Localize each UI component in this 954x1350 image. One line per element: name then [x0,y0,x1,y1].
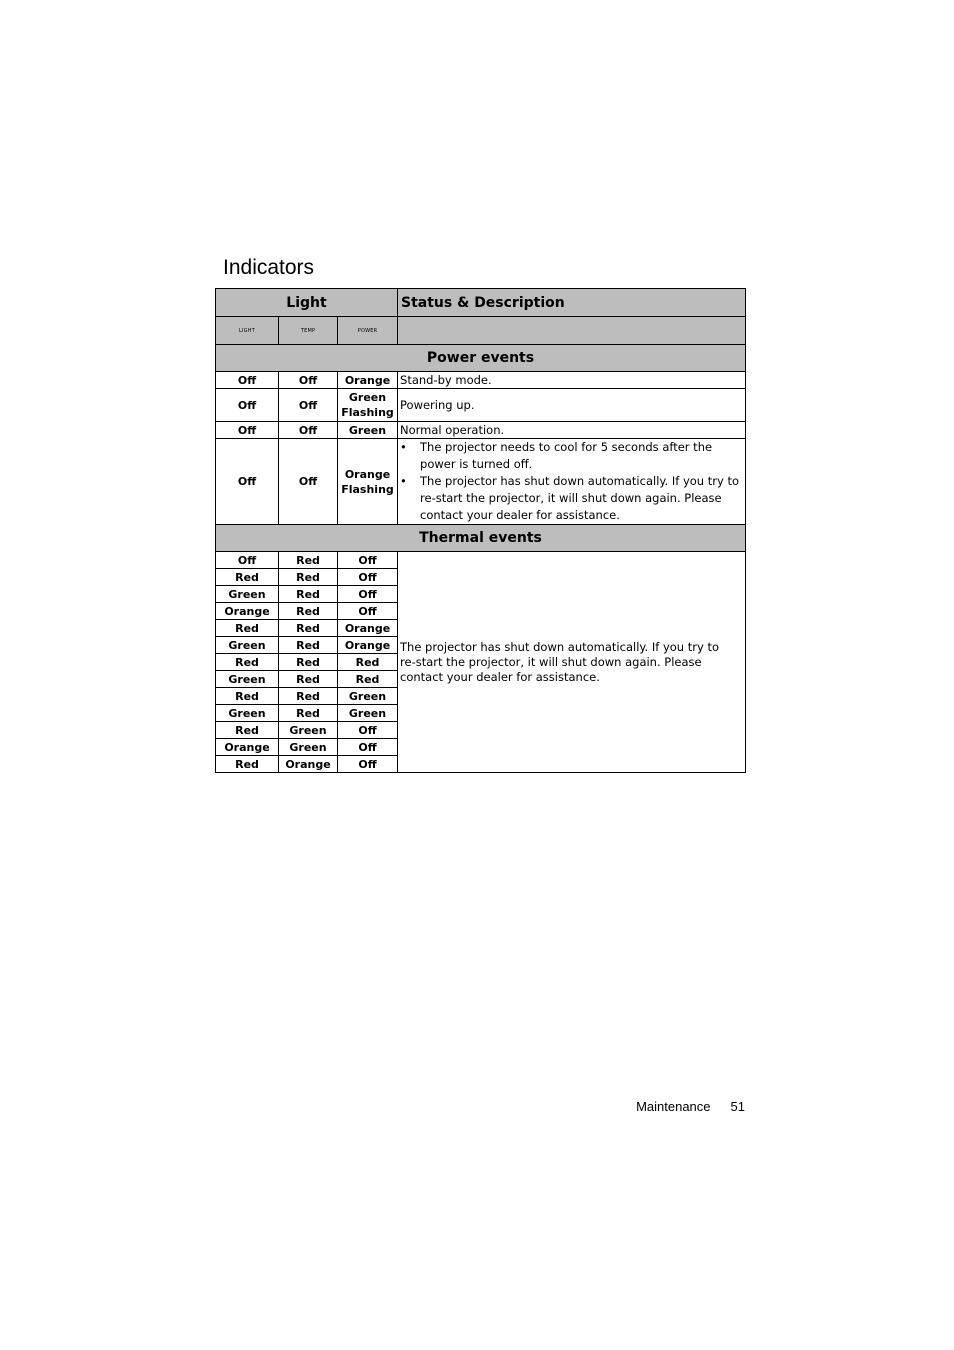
light-cell: Green [216,705,279,722]
light-cell: Red [216,756,279,773]
power-cell: Orange [338,637,398,654]
temp-cell: Red [279,552,338,569]
power-cell: Green [338,705,398,722]
power-cell: Orange [338,372,398,389]
power-cell: Orange Flashing [338,439,398,525]
temp-cell: Off [279,422,338,439]
description-cell [398,439,746,525]
power-cell: Off [338,603,398,620]
icon-row-blank [398,317,746,345]
power-cell: Green Flashing [338,389,398,422]
light-cell: Red [216,688,279,705]
thermal-events-section [216,525,746,552]
power-cell: Green [338,688,398,705]
light-cell: Green [216,637,279,654]
description-cell: Powering up. [398,389,746,422]
light-cell: Off [216,439,279,525]
footer-section: Maintenance [636,1099,711,1114]
page-footer [636,1099,745,1114]
light-cell: Red [216,654,279,671]
icon-label-row [216,317,746,345]
light-cell: Orange [216,739,279,756]
light-cell: Red [216,569,279,586]
power-events-section [216,345,746,372]
temp-cell: Red [279,603,338,620]
temp-cell: Off [279,389,338,422]
bullet-item: • The projector needs to cool for 5 seconds after the power is turned off. [400,439,739,473]
power-cell: Orange [338,620,398,637]
light-cell: Green [216,586,279,603]
light-cell: Red [216,620,279,637]
power-cell: Off [338,756,398,773]
power-icon-label: POWER [338,317,398,345]
power-cell: Red [338,671,398,688]
temp-cell: Off [279,439,338,525]
temp-cell: Red [279,637,338,654]
section-title: Power events [216,345,746,372]
table-row [216,372,746,389]
light-cell: Off [216,389,279,422]
power-cell: Green [338,422,398,439]
section-title: Thermal events [216,525,746,552]
table-header-row [216,289,746,317]
light-cell: Off [216,422,279,439]
temp-cell: Red [279,620,338,637]
temp-cell: Off [279,372,338,389]
power-cell: Off [338,586,398,603]
light-cell: Green [216,671,279,688]
power-cell: Off [338,722,398,739]
light-cell: Off [216,372,279,389]
indicators-table [215,288,746,773]
power-cell: Off [338,552,398,569]
temp-cell: Red [279,705,338,722]
temp-cell: Red [279,688,338,705]
temp-icon-label: TEMP [279,317,338,345]
table-row [216,389,746,422]
table-row [216,439,746,525]
temp-cell: Red [279,671,338,688]
light-cell: Off [216,552,279,569]
table-row [216,552,746,569]
description-cell: Normal operation. [398,422,746,439]
light-icon-label: LIGHT [216,317,279,345]
temp-cell: Green [279,722,338,739]
temp-cell: Green [279,739,338,756]
status-header: Status & Description [398,289,746,317]
page-number: 51 [730,1099,745,1114]
temp-cell: Orange [279,756,338,773]
light-cell: Orange [216,603,279,620]
thermal-description-cell: The projector has shut down automatically. If you try to re-start the projector, it will shut down again. Please contact your dealer for assistance. [398,552,746,773]
page-title: Indicators [223,256,315,279]
description-cell: Stand-by mode. [398,372,746,389]
power-cell: Red [338,654,398,671]
power-cell: Off [338,569,398,586]
bullet-item: • The projector has shut down automatically. If you try to re-start the projector, it will shut down again. Please contact your dealer for assistance. [400,473,739,524]
light-header: Light [216,289,398,317]
temp-cell: Red [279,569,338,586]
table-row [216,422,746,439]
power-cell: Off [338,739,398,756]
light-cell: Red [216,722,279,739]
temp-cell: Red [279,586,338,603]
temp-cell: Red [279,654,338,671]
